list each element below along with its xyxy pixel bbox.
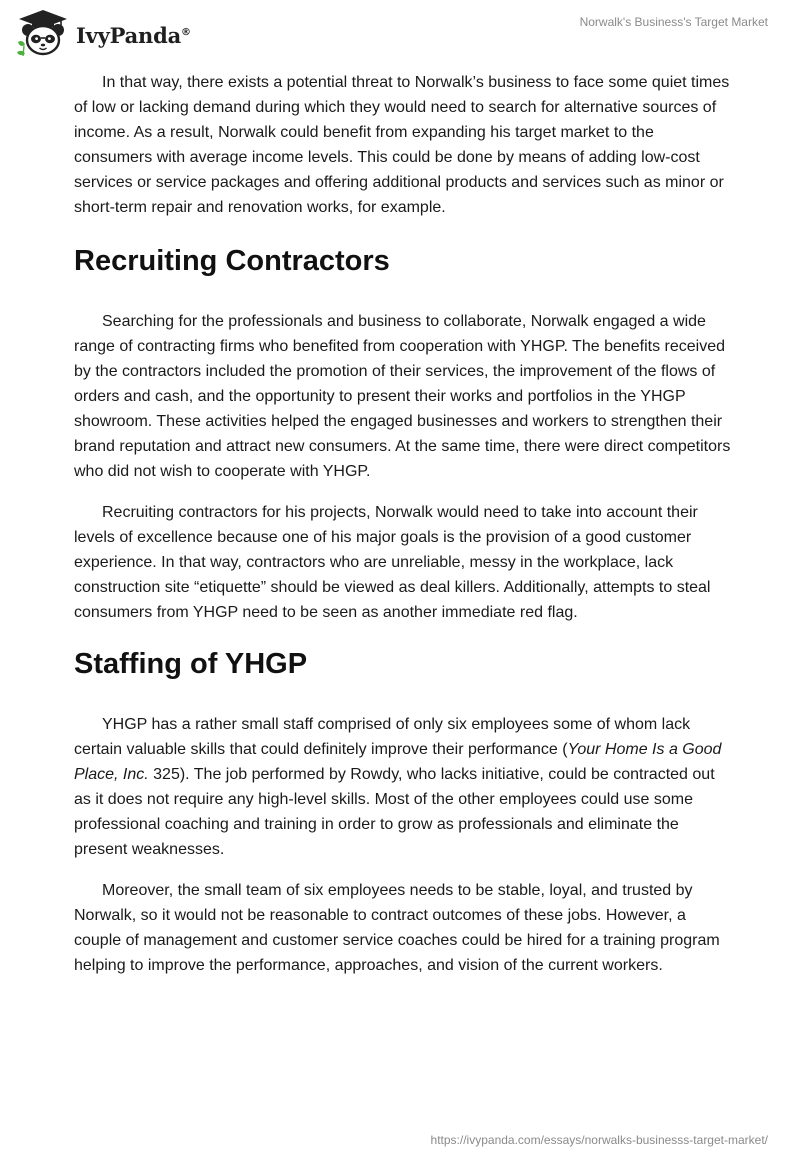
running-title: Norwalk's Business's Target Market <box>579 15 768 29</box>
heading-staffing: Staffing of YHGP <box>74 648 308 680</box>
source-url-link[interactable]: https://ivypanda.com/essays/norwalks-businesss-target-market/ <box>430 1133 768 1147</box>
ivypanda-logo[interactable] <box>14 8 191 58</box>
brand-name: IvyPanda <box>76 22 182 48</box>
citation-title: Your Home Is a Good Place, Inc. <box>74 741 722 783</box>
staff-text-after: 325). The job performed by Rowdy, who lacks initiative, could be contracted out as it does not require any high-level skills. Most of the other employees could use some professional coaching and training in order to grow as professionals and eliminate the present weaknesses. <box>74 766 715 858</box>
paragraph-team-stability: Moreover, the small team of six employees needs to be stable, loyal, and trusted by Norwalk, so it would not be reasonable to contract outcomes of these jobs. However, a couple of management and customer service coaches could be hired for a training program helping to improve the performance, approaches, and vision of the current workers. <box>74 882 720 974</box>
staff-text-before: YHGP has a rather small staff comprised of only six employees some of whom lack certain valuable skills that could definitely improve their performance ( <box>74 716 691 758</box>
paragraph-contractor-benefits: Searching for the professionals and business to collaborate, Norwalk engaged a wide range of contracting firms who benefited from cooperation with YHGP. The benefits received by the contractors included the promotion of their services, the improvement of the flows of orders and cash, and the opportunity to present their works and portfolios in the YHGP showroom. These activities helped the engaged businesses and workers to strengthen their brand reputation and attract new consumers. At the same time, there were direct competitors who did not wish to cooperate with YHGP. <box>74 313 731 480</box>
brand-wordmark <box>76 23 191 48</box>
registered-mark: ® <box>181 26 191 38</box>
essay-body <box>74 70 734 994</box>
panda-graduate-icon <box>14 8 72 58</box>
heading-recruiting-contractors: Recruiting Contractors <box>74 245 390 277</box>
paragraph-contractor-criteria: Recruiting contractors for his projects, Norwalk would need to take into account their levels of excellence because one of his major goals is the provision of a good customer experience. In that way, contractors who are unreliable, messy in the workplace, lack construction site “etiquette” should be viewed as deal killers. Additionally, attempts to steal consumers from YHGP need to be seen as another immediate red flag. <box>74 504 711 621</box>
page-header <box>0 0 800 70</box>
paragraph-staff-skills <box>74 712 734 862</box>
paragraph-income-threat: In that way, there exists a potential threat to Norwalk’s business to face some quiet times of low or lacking demand during which they would need to search for alternative sources of income. As a result, Norwalk could benefit from expanding his target market to the consumers with average income levels. This could be done by means of adding low-cost services or service packages and offering additional products and services such as minor or short-term repair and renovation works, for example. <box>74 74 730 216</box>
